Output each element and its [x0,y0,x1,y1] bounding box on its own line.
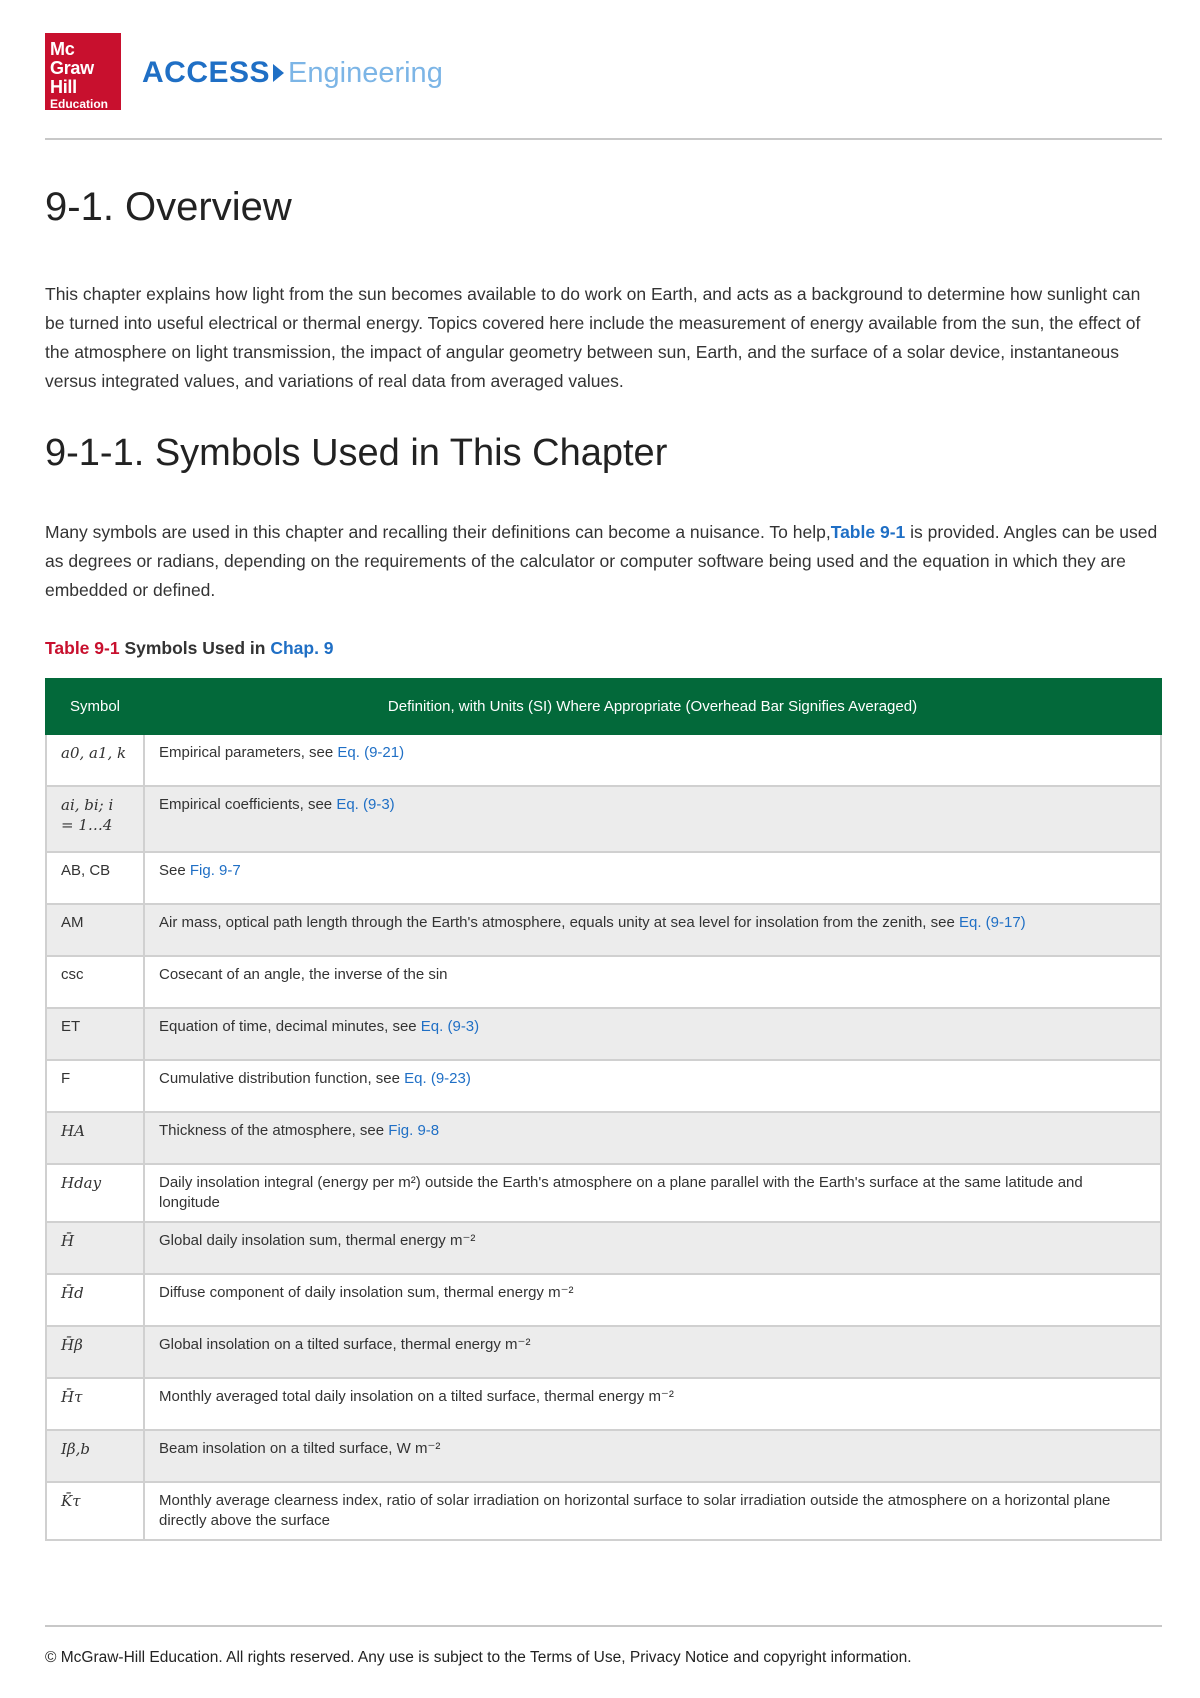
symbol-cell: HA [46,1112,144,1164]
logo-access-text: ACCESS [142,56,271,89]
definition-cell: Daily insolation integral (energy per m²) outside the Earth's atmosphere on a plane parallel with the Earth's surface at the same latitude and longitude [144,1164,1161,1222]
header-definition: Definition, with Units (SI) Where Appropriate (Overhead Bar Signifies Averaged) [144,679,1161,734]
section-title-symbols: 9-1-1. Symbols Used in This Chapter [45,432,668,474]
definition-cell: Global daily insolation sum, thermal energy m⁻² [144,1222,1161,1274]
table-header-row [46,679,1161,734]
equation-link[interactable]: Eq. (9-17) [958,914,1026,931]
symbol-cell: a0, a1, k [46,734,144,786]
definition-cell: Monthly averaged total daily insolation on a tilted surface, thermal energy m⁻² [144,1378,1161,1430]
symbols-text-before: Many symbols are used in this chapter and recalling their definitions can become a nuisance. To help, [45,522,831,542]
table-row [46,1430,1161,1482]
header-symbol: Symbol [46,679,144,734]
chapter-link[interactable]: Chap. 9 [270,638,334,658]
table-row [46,1326,1161,1378]
definition-text: Air mass, optical path length through the Earth's atmosphere, equals unity at sea level for insolation from the zenith, see [159,914,959,931]
mcgraw-hill-logo[interactable] [45,33,121,110]
header-divider [45,138,1162,140]
symbol-cell: Iβ,b [46,1430,144,1482]
symbol-cell: AM [46,904,144,956]
equation-link[interactable]: Eq. (9-3) [336,796,395,813]
table-row [46,904,1161,956]
table-caption-text: Symbols Used in [119,638,271,658]
logo-engineering-text: Engineering [288,56,443,89]
page-header [45,33,1162,113]
definition-cell: Global insolation on a tilted surface, thermal energy m⁻² [144,1326,1161,1378]
symbol-cell: H̄τ [46,1378,144,1430]
definition-text: See [159,862,190,879]
symbol-cell: ai, bi; i = 1…4 [46,786,144,852]
definition-cell [144,904,1161,956]
definition-cell: Monthly average clearness index, ratio of solar irradiation on horizontal surface to solar irradiation outside the atmosphere on a horizontal plane directly above the surface [144,1482,1161,1540]
table-row [46,734,1161,786]
symbol-cell: K̄τ [46,1482,144,1540]
definition-cell: Beam insolation on a tilted surface, W m⁻² [144,1430,1161,1482]
definition-text: Thickness of the atmosphere, see [159,1122,389,1139]
symbol-cell: H̄d [46,1274,144,1326]
table-caption [45,638,334,659]
footer-divider [45,1625,1162,1627]
definition-cell [144,1112,1161,1164]
table-row [46,1274,1161,1326]
copyright-footer: © McGraw-Hill Education. All rights reserved. Any use is subject to the Terms of Use, Privacy Notice and copyright information. [45,1649,912,1666]
equation-link[interactable]: Eq. (9-21) [337,744,405,761]
symbols-paragraph [45,518,1162,605]
definition-text: Empirical coefficients, see [159,796,337,813]
definition-text: Empirical parameters, see [159,744,338,761]
table-row [46,1008,1161,1060]
table-row [46,956,1161,1008]
table-row [46,1222,1161,1274]
table-row [46,1482,1161,1540]
figure-link[interactable]: Fig. 9-8 [388,1122,440,1139]
symbol-cell: H̄β [46,1326,144,1378]
table-row [46,1378,1161,1430]
table-row [46,1164,1161,1222]
access-engineering-logo[interactable] [142,53,443,93]
symbol-cell: ET [46,1008,144,1060]
table-row [46,1112,1161,1164]
overview-paragraph: This chapter explains how light from the sun becomes available to do work on Earth, and acts as a background to determine how sunlight can be turned into useful electrical or thermal energy. Topics covered here include the measurement of energy available from the sun, the effect of the atmosphere on light transmission, the impact of angular geometry between sun, Earth, and the surface of a solar device, instantaneous versus integrated values, and variations of real data from averaged values. [45,284,1141,391]
definition-cell: Diffuse component of daily insolation sum, thermal energy m⁻² [144,1274,1161,1326]
section-title-overview: 9-1. Overview [45,185,292,229]
table-row [46,852,1161,904]
symbols-table [45,678,1162,1541]
symbol-cell: AB, CB [46,852,144,904]
definition-text: Equation of time, decimal minutes, see [159,1018,421,1035]
definition-cell [144,786,1161,852]
logo-line-mc: Mc [50,39,75,59]
symbol-cell: F [46,1060,144,1112]
symbols-text-after: is provided. Angles can be used as degrees or radians, depending on the requirements of the calculator or computer software being used and the equation in which they are embedded or defined. [45,522,1158,600]
logo-line-graw: Graw [50,58,94,78]
definition-text: Cumulative distribution function, see [159,1070,405,1087]
table-9-1-link[interactable]: Table 9-1 [830,522,906,542]
table-row [46,786,1161,852]
definition-cell [144,852,1161,904]
symbol-cell: csc [46,956,144,1008]
symbol-cell: H̄ [46,1222,144,1274]
symbol-cell: Hday [46,1164,144,1222]
logo-line-education: Education [50,97,109,111]
figure-link[interactable]: Fig. 9-7 [189,862,241,879]
logo-arrow-icon [273,64,284,82]
table-caption-label: Table 9-1 [45,638,120,658]
table-row [46,1060,1161,1112]
definition-cell [144,734,1161,786]
definition-cell [144,1008,1161,1060]
equation-link[interactable]: Eq. (9-3) [420,1018,480,1035]
logo-line-hill: Hill [50,77,77,97]
equation-link[interactable]: Eq. (9-23) [404,1070,471,1087]
definition-cell [144,1060,1161,1112]
definition-text: Cosecant of an angle, the inverse of the sin [159,966,448,983]
definition-cell [144,956,1161,1008]
